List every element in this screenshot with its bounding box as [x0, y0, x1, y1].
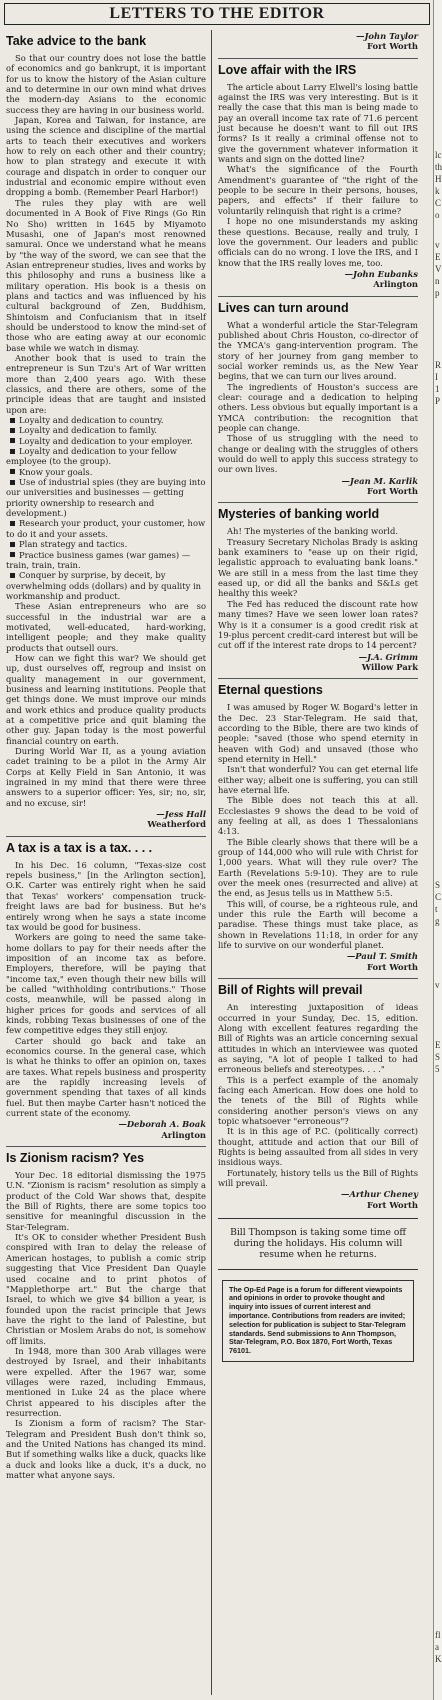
bullet-text: Plan strategy and tactics.: [19, 539, 128, 550]
bullet-square-icon: [10, 418, 15, 423]
letter-banking: [218, 507, 418, 672]
adjacent-page-fragment: g: [435, 916, 440, 926]
bullet-item: [6, 415, 206, 425]
adjacent-page-fragment: I: [435, 372, 438, 382]
adjacent-page-fragment: V: [435, 264, 442, 274]
bullet-item: [6, 550, 206, 571]
letter-city: Arlington: [161, 1129, 206, 1140]
letter-author: —J.A. Grimm: [358, 651, 418, 662]
letter-city: Weatherford: [147, 819, 206, 830]
adjacent-page-fragment: 1: [435, 384, 440, 394]
bullet-square-icon: [10, 469, 15, 474]
letter-paragraph: An interesting juxtaposition of ideas occurred in your Sunday, Dec. 15, edition. Along with excellent features regarding the Bill of Rights was an article concerning sexual attitudes in which an interviewee was quoted as saying, "A lot of people I talked to had erroneous beliefs and stereotypes. . . .": [218, 1002, 418, 1075]
letter-lives: [218, 301, 418, 497]
letter-paragraph: Isn't that wonderful? You can get eternal life either way; albeit one is suffering, you can still have eternal life.: [218, 764, 418, 795]
letter-city: Willow Park: [361, 661, 418, 672]
bullet-item: [6, 467, 206, 477]
letter-headline: Is Zionism racism? Yes: [6, 1151, 145, 1166]
letter-zionism: [6, 1151, 206, 1480]
letter-author: —Paul T. Smith: [346, 951, 418, 962]
column-divider: [211, 30, 212, 1695]
adjacent-page-fragment: th: [435, 162, 442, 172]
adjacent-page-fragment: H: [435, 174, 442, 184]
letter-city: Fort Worth: [367, 486, 418, 497]
left-column: [6, 30, 206, 1486]
letter-paragraph: The rules they play with are well documented in A Book of Five Rings (Go Rin No Sho) written in 1645 by Miyamoto Musashi, one of Japan's most renowned samurai. Once we understand what he means by "the way of the sword, we can see that the Asian entrepreneur studies, lives and works by this philosophy and runs a business like a military operation. His book is a thesis on plans and tactics and was influenced by his cultural background of Zen, Buddhism, Shintoism and Confucianism that in itself should be understood to know the mind-set of those who are eating away at our economic base while we watch in dismay.: [6, 197, 206, 353]
bullet-text: Conquer by surprise, by deceit, by overwhelming odds (dollars) and by quality in workmanship and product.: [6, 570, 202, 601]
bullet-square-icon: [10, 521, 15, 526]
letter-bank-advice: [6, 34, 206, 830]
letter-paragraph: Ah! The mysteries of the banking world.: [227, 526, 398, 537]
adjacent-page-fragment: v: [435, 980, 440, 990]
bullet-square-icon: [10, 573, 15, 578]
letter-paragraph: Fortunately, history tells us the Bill of Rights will prevail.: [218, 1167, 418, 1188]
letter-paragraph: Those of us struggling with the need to change or dealing with the struggles of others would do well to apply this success strategy to our own lives.: [218, 433, 418, 475]
right-column: [218, 30, 418, 1362]
letter-paragraph: Treasury Secretary Nicholas Brady is asking bank examiners to "ease up on their rigid, legalistic approach to evaluating bank loans." We are still in a mess from the last time they eased up, or did all the banks and S&Ls get healthy this week?: [218, 536, 418, 599]
adjacent-page-fragment: P: [435, 396, 441, 406]
adjacent-page-fragment: E: [435, 1040, 441, 1050]
adjacent-page-fragment: v: [435, 240, 440, 250]
letter-paragraph: How can we fight this war? We should get up, dust ourselves off, regroup and insist on quality management in our government, business and learning institutions. People that get things done. We must improve our minds and work ethics and produce quality products at a competitive price and quit blaming the other guy. Japan today is the most powerful financial country on earth.: [6, 652, 206, 746]
letter-tax: [6, 841, 206, 1140]
bullet-text: Loyalty and dedication to country.: [19, 415, 164, 426]
adjacent-page-fragment: K: [435, 1654, 442, 1664]
letter-separator: [6, 836, 206, 837]
adjacent-page-fragment: S: [435, 1052, 441, 1062]
letter-paragraph: In his Dec. 16 column, "Texas-size cost repels business," [in the Arlington section], O.K. Carter was entirely right when he said that Texas' workers' compensation truck-freight laws are bad for business. But he's entirely wrong when he says a state income tax would be good for business.: [6, 859, 206, 932]
adjacent-page-fragment: p: [435, 288, 440, 298]
letter-city: Fort Worth: [367, 1199, 418, 1210]
letter-headline: Lives can turn around: [218, 300, 349, 315]
letter-headline: A tax is a tax is a tax. . . .: [6, 840, 153, 855]
letter-paragraph: I was amused by Roger W. Bogard's letter in the Dec. 23 Star-Telegram. He said that, according to the Bible, there are two kinds of people: "saved (those who spend eternity in heaven with God) and unsaved (those who spend eternity in Hell.": [218, 702, 418, 764]
bullet-item: [6, 539, 206, 549]
letter-bill-of-rights: [218, 983, 418, 1210]
letter-author: —Jess Hall: [156, 809, 206, 820]
letter-paragraph: This will, of course, be a righteous rule, and under this rule the Earth will become a paradise. These things must take place, as shown in Revelations 11:18, in order for any life to survive on our wonderful planet.: [218, 898, 418, 951]
adjacent-page-fragment: S: [435, 880, 441, 890]
letter-paragraph: The Fed has reduced the discount rate how many times? Have we seen lower loan rates? Why is it a consumer is a good credit risk at 19-plus percent credit-card interest but will be cut off if the interest rate drops to 14 percent?: [218, 598, 418, 651]
letter-irs: [218, 63, 418, 290]
letter-paragraph: What's the significance of the Fourth Amendment's guarantee of "the right of the people to be secure in their persons, houses, papers, and effects" if their failure to voluntarily relinquish that right is a crime?: [218, 164, 418, 216]
bullet-square-icon: [10, 542, 15, 547]
bullet-text: Research your product, your customer, how to do it and your assets.: [6, 518, 206, 539]
letter-paragraph: The article about Larry Elwell's losing battle against the IRS was very interesting. But is it really the case that this man is being made to pay an overall income tax rate of 71.6 percent just because he doesn't want to fill out IRS forms? Is it really a criminal offense not to give the government whatever information it wants and sign on the dotted line?: [218, 81, 418, 165]
adjacent-page-fragment: R: [435, 360, 442, 370]
letter-paragraph: This is a perfect example of the anomaly facing each American. How does one hold to the tenets of the Bill of Rights while considering another person's views on any topic whatsoever "erroneous"?: [218, 1074, 418, 1126]
adjacent-page-fragment: o: [435, 210, 440, 220]
letter-paragraph: In 1948, more than 300 Arab villages were destroyed by Israel, and their inhabitants were expelled. After the 1967 war, some villages were razed, including Emmaus, mentioned in Luke 24 as the place where Christ appeared to his disciples after the resurrection.: [6, 1345, 206, 1418]
letter-paragraph: Is Zionism a form of racism? The Star-Telegram and President Bush don't think so, and the United Nations has changed its mind. But if something walks like a duck, quacks like a duck and looks like a duck, it's a duck, no matter what anyone says.: [6, 1418, 206, 1481]
letter-separator: [218, 502, 418, 503]
bullet-item: [6, 436, 206, 446]
letter-paragraph: Workers are going to need the same take-home dollars to pay for their needs after the imposition of an income tax as before. Employers, therefore, will be paying that "income tax," even though their new bills will be called "withholding contributions." Those costs, meanwhile, will be passed along in higher prices for goods and services of all kinds, robbing Texas businesses of one of the few competitive edges they still enjoy.: [6, 932, 206, 1036]
letter-paragraph: During World War II, as a young aviation cadet training to be a pilot in the Army Air Corps at Kelly Field in San Antonio, it was ingrained in my mind that there were three answers to a superior officer: Yes, sir; no, sir, and no excuse, sir!: [6, 746, 206, 808]
adjacent-page-fragment: a: [435, 1642, 439, 1652]
letter-headline: Eternal questions: [218, 683, 323, 698]
letter-eternal: [218, 683, 418, 972]
letter-paragraph: These Asian entrepreneurs who are so successful in the industrial war are a motivated, well-educated, hard-working, intelligent people; and they make quality products that outsell ours.: [6, 601, 206, 653]
letter-author: —Jean M. Karlik: [341, 475, 418, 486]
letter-headline: Bill of Rights will prevail: [218, 983, 363, 998]
bullet-text: Know your goals.: [19, 466, 93, 477]
bullet-text: Practice business games (war games) — train, train, train.: [6, 549, 191, 570]
bullet-item: [6, 477, 206, 518]
letter-author: —Deborah A. Boak: [118, 1119, 206, 1130]
letter-paragraph: So that our country does not lose the battle of economics and go bankrupt, it is important for us to know the history of the Asian culture and to determine in our own mind what drives the modern-day Asians to the economic success they are having in our business world.: [6, 53, 206, 115]
letter-paragraph: Carter should go back and take an economics course. In the general case, which is what he thinks to offer an opinion on, taxes are taxes. What repels business and prosperity are the rapidly increasing levels of government spending that taxes of all kinds fuel. But then maybe Carter hasn't noticed the current state of the economy.: [6, 1035, 206, 1119]
adjacent-page-fragment: E: [435, 252, 441, 262]
bullet-item: [6, 570, 206, 601]
adjacent-page-fragment: C: [435, 198, 442, 208]
columnist-notice: Bill Thompson is taking some time off during the holidays. His column will resume when he returns.: [218, 1218, 418, 1270]
adjacent-page-fragment: fl: [435, 1630, 441, 1640]
letter-headline: Mysteries of banking world: [218, 507, 380, 522]
letter-separator: [218, 678, 418, 679]
bullet-text: Loyalty and dedication to your fellow employee (to the group).: [6, 446, 177, 467]
letter-paragraph: The Bible does not teach this at all. Ecclesiastes 9 shows the dead to be void of any feeling at all, as does 1 Thessalonians 4:13.: [218, 795, 418, 837]
letter-paragraph: It is in this age of P.C. (politically correct) thought, attitude and action that our Bill of Rights is being assaulted from all sides in very insidious ways.: [218, 1126, 418, 1168]
letter-paragraph: Your Dec. 18 editorial dismissing the 1975 U.N. "Zionism is racism" resolution as simply a product of the Cold War shows that, despite the Bill of Rights, there are some topics too sensitive for meaningful discussion in the Star-Telegram.: [6, 1170, 206, 1232]
letter-paragraph: I hope no one misunderstands my asking these questions. Because, really and truly, I love the government. Our leaders and public officials can do no wrong. I love the IRS, and I know that the IRS really loves me, too.: [218, 216, 418, 268]
bullet-item: [6, 446, 206, 467]
bullet-square-icon: [10, 449, 15, 454]
letter-paragraph: What a wonderful article the Star-Telegram published about Chris Houston, co-director of the YMCA's gang-intervention program. The story of her journey from gang member to social worker reminds us, as the New Year begins, that we can turn our lives around.: [218, 319, 418, 382]
letter-author: —Arthur Cheney: [340, 1189, 418, 1200]
adjacent-page-fragment: k: [435, 186, 440, 196]
adjacent-page-fragment: t: [435, 904, 438, 914]
bullet-text: Loyalty and dedication to your employer.: [19, 435, 193, 446]
adjacent-page-fragment: 5: [435, 1064, 440, 1074]
letter-city: Fort Worth: [367, 41, 418, 52]
bullet-square-icon: [10, 480, 15, 485]
letter-zionism-continued: [218, 31, 418, 52]
adjacent-page-fragment: n: [435, 276, 440, 286]
bullet-square-icon: [10, 438, 15, 443]
letter-separator: [218, 58, 418, 59]
letter-city: Fort Worth: [367, 961, 418, 972]
bullet-text: Use of industrial spies (they are buying into our universities and businesses — getting priority ownership to research and development.): [6, 477, 206, 519]
letter-headline: Take advice to the bank: [6, 34, 147, 48]
bullet-item: [6, 425, 206, 435]
letter-author: —John Eubanks: [344, 268, 418, 279]
bullet-square-icon: [10, 428, 15, 433]
letter-paragraph: Japan, Korea and Taiwan, for instance, are using the science and discipline of the martial arts to teach their executives and workers how to rely on each other and their country; how to plan strategy and execute it with courage and dispatch in order to conquer our industrial and economic empire without even dropping a bomb. (Remember Pearl Harbor!): [6, 115, 206, 198]
letter-separator: [6, 1146, 206, 1147]
letter-separator: [218, 978, 418, 979]
letter-paragraph: Another book that is used to train the entrepreneur is Sun Tzu's Art of War written more than 2,400 years ago. With these classics, and there are others, some of the principle ideas that are taught and insisted upon are:: [6, 352, 206, 415]
section-masthead: LETTERS TO THE EDITOR: [4, 3, 430, 25]
adjacent-page-fragment: C: [435, 892, 442, 902]
letter-author: —John Taylor: [356, 31, 418, 41]
bullet-text: Loyalty and dedication to family.: [19, 425, 158, 436]
letter-paragraph: The Bible clearly shows that there will be a group of 144,000 who will rule with Christ for 1,000 years. What will they rule over? The Earth (Revelations 5:9-10). They are to rule over the meek ones (resurrected and alive) at the end, as Jesus tells us in Matthew 5:5.: [218, 836, 418, 899]
letter-paragraph: The ingredients of Houston's success are clear: courage and a dedication to helping others. Less obvious but equally important is a YMCA contribution: the recognition that people can change.: [218, 381, 418, 433]
letter-separator: [218, 296, 418, 297]
letter-paragraph: It's OK to consider whether President Bush conspired with Iran to delay the release of American hostages, to publish a comic strip suggesting that Vice President Dan Quayle used cocaine and to print photos of "Mapplethorpe art." But the charge that Israel, to which we give $4 billion a year, is founded upon the racist principle that Jews have the right to the land of Palestine, but Christian or Moslem Arabs do not, is somehow off limits.: [6, 1232, 206, 1346]
bullet-item: [6, 518, 206, 539]
adjacent-page-fragment: lc: [435, 150, 442, 160]
letter-city: Arlington: [373, 279, 418, 290]
letter-headline: Love affair with the IRS: [218, 62, 357, 77]
bullet-square-icon: [10, 552, 15, 557]
oped-policy-box: The Op-Ed Page is a forum for different viewpoints and opinions in order to provoke thought and inquiry into issues of current interest and importance. Contributions from readers are invited; selection for publication is subject to Star-Telegram standards. Send submissions to Ann Thompson, Star-Telegram, P.O. Box 1870, Fort Worth, Texas 76101.: [222, 1280, 414, 1362]
